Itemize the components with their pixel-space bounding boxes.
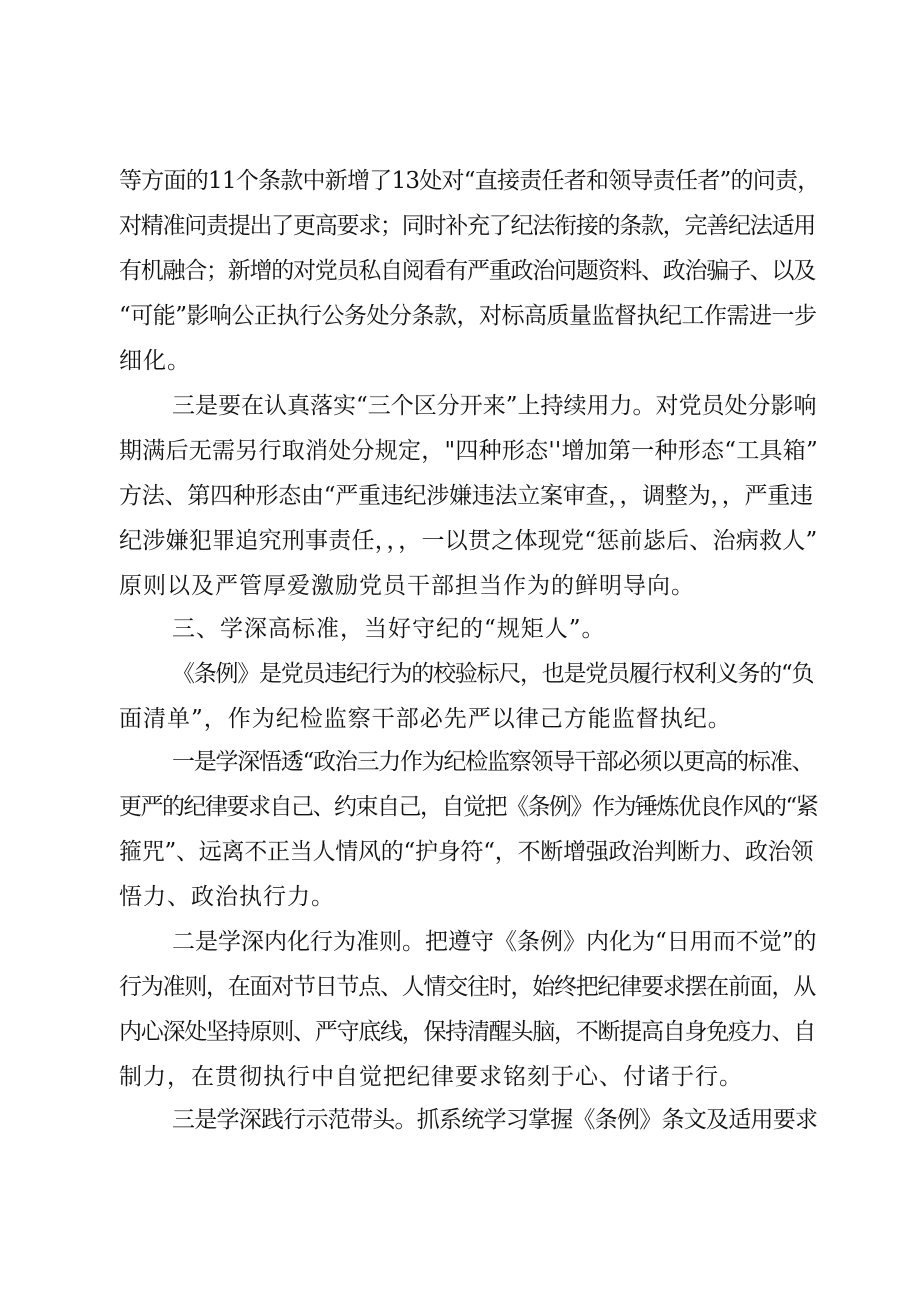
- text-line: 内心深处坚持原则、严守底线，保持清醒头脑，不断提高自身免疫力、自: [119, 1019, 815, 1045]
- text-line: 纪涉嫌犯罪追究刑事责任，，，一以贯之体现党“惩前毖后、治病救人”: [119, 528, 818, 554]
- text-line: 三是要在认真落实“三个区分开来”上持续用力。对党员处分影响: [172, 393, 817, 419]
- text-line: 《条例》是党员违纪行为的校验标尺，也是党员履行权利义务的“负: [172, 661, 814, 687]
- text-line: 三是学深践行示范带头。抓系统学习掌握《条例》条文及适用要求: [172, 1107, 818, 1133]
- text-line: 原则以及严管厚爱激励党员干部担当作为的鲜明导向。: [119, 573, 695, 599]
- text-line: 等方面的11个条款中新增了13处对“直接责任者和领导责任者”的问责，: [119, 168, 820, 194]
- text-line: 箍咒”、远离不正当人情风的“护身符“，不断增强政治判断力、政治领: [119, 839, 814, 865]
- text-line: “可能”影响公正执行公务处分条款，对标高质量监督执纪工作需进一步: [119, 303, 817, 329]
- text-line: 面清单”，作为纪检监察干部必先严以律己方能监督执纪。: [119, 706, 732, 732]
- text-line: 二是学深内化行为准则。把遵守《条例》内化为“日用而不觉”的: [172, 929, 817, 955]
- text-line: 期满后无需另行取消处分规定，"四种形态''增加第一种形态“工具箱”: [119, 438, 818, 464]
- text-line: 制力，在贯彻执行中自觉把纪律要求铭刻于心、付诸于行。: [119, 1064, 743, 1090]
- text-line: 一是学深悟透“政治三力作为纪检监察领导干部必须以更高的标准、: [172, 749, 814, 775]
- text-line: 有机融合；新增的对党员私自阅看有严重政治问题资料、政治骗子、以及: [119, 258, 815, 284]
- text-line: 更严的纪律要求自己、约束自己，自觉把《条例》作为锤炼优良作风的“紧: [119, 794, 818, 820]
- text-line: 行为准则，在面对节日节点、人情交往时，始终把纪律要求摆在前面，从: [119, 974, 815, 1000]
- section-heading: 三、学深高标准，当好守纪的“规矩人”。: [172, 616, 606, 642]
- text-line: 对精准问责提出了更高要求；同时补充了纪法衔接的条款，完善纪法适用: [119, 213, 815, 239]
- text-line: 悟力、政治执行力。: [119, 884, 335, 910]
- text-line: 方法、第四种形态由“严重违纪涉嫌违法立案审查，，调整为，，严重违: [119, 483, 813, 509]
- text-line: 细化。: [119, 348, 191, 374]
